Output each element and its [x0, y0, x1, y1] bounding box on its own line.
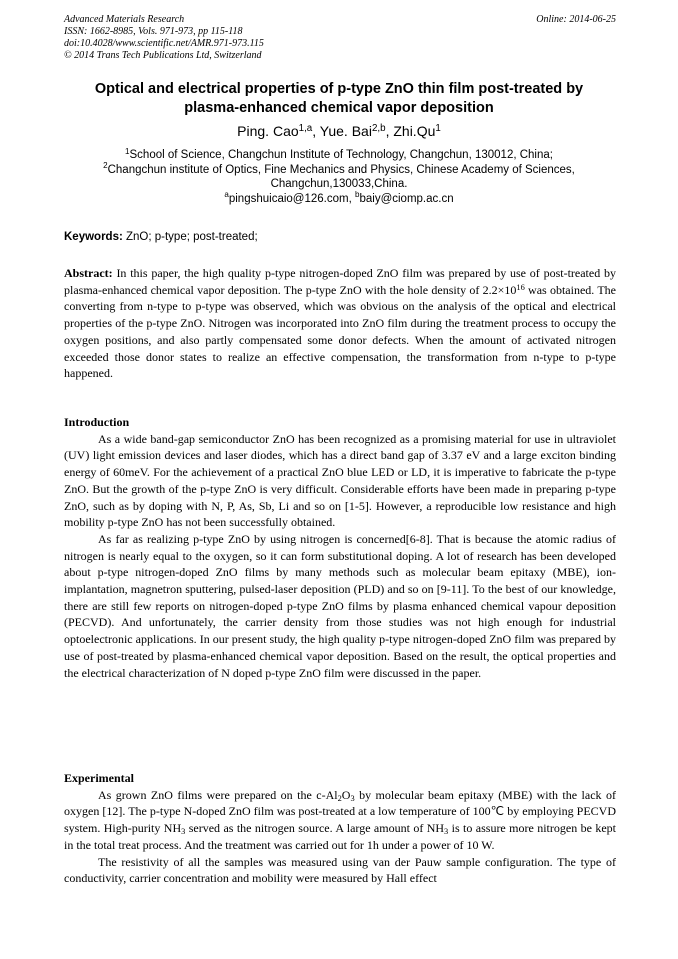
keywords-text: ZnO; p-type; post-treated; [126, 231, 258, 243]
email-link-b[interactable]: baiy@ciomp.ac.cn [359, 192, 454, 205]
introduction-heading: Introduction [64, 415, 130, 429]
abstract-exponent: 16 [516, 282, 525, 292]
author-affiliation-mark: 1,a [298, 123, 313, 135]
author-affiliation-mark: 1 [435, 123, 441, 135]
affiliation-2-continued: Changchun,130033,China. [270, 178, 408, 190]
issn-line: ISSN: 1662-8985, Vols. 971-973, pp 115-118 [64, 26, 243, 37]
introduction-paragraph-1: As a wide band-gap semiconductor ZnO has been recognized as a promising material for use in ultraviolet (UV) light emission devices and laser diodes, which has a direct band gap of 3.37 eV and a large exciton binding energy of 60meV. For the achievement of a practical ZnO blue LED or LD, it is imperative to fabricate the p-type ZnO. But the growth of the p-type ZnO is very difficult. Considerable efforts have been made in preparing p-type ZnO, such as by doping with N, P, As, Sb, Li and so on [1-5]. However, a reproducible low resistance and high mobility p-type ZnO has not been successfully obtained. [64, 431, 616, 530]
author-name: Yue. Bai [319, 123, 372, 139]
online-date: Online: 2014-06-25 [536, 14, 616, 25]
introduction-paragraph-2: As far as realizing p-type ZnO by using nitrogen is concerned[6-8]. That is because the atomic radius of nitrogen is nearly equal to the oxygen, so it can form substitutional doping. A lot of research has been developed about p-type nitrogen-doped ZnO films by many methods such as molecular beam epitaxy (MBE), ion-implantation, magnetron sputtering, pulsed-laser deposition (PLD) and so on [9-11]. To the best of our knowledge, there are still few reports on nitrogen-doped p-type ZnO films by plasma enhanced chemical vapour deposition (PECVD). And unfortunately, the carrier density from those studies was not high enough for industrial optoelectronic applications. In our present study, the high quality p-type nitrogen-doped ZnO film was prepared by use of post-treated by plasma-enhanced chemical vapor deposition. Based on the result, the optical properties and the electrical characterization of N doped p-type ZnO film were discussed in the paper. [64, 531, 616, 680]
experimental-section [64, 770, 616, 887]
email-link-a[interactable]: pingshuicaio@126.com, [228, 192, 352, 205]
author-list: Ping. Cao$^{1,a}$, Yue. Bai$^{2,b}$, Zhi.Qu$^1$ [237, 123, 441, 139]
journal-name: Advanced Materials Research [64, 14, 185, 25]
abstract-text: In this paper, the high quality p-type nitrogen-doped ZnO film was prepared by use of post-treated by plasma-enhanced chemical vapor deposition. The p-type ZnO with the hole density of 2.2×10 [64, 266, 616, 297]
affiliation-1: $^1$School of Science, Changchun Institute of Technology, Changchun, 130012, China; [125, 146, 553, 161]
affiliation-2: $^2$Changchun institute of Optics, Fine Mechanics and Physics, Chinese Academy of Sciences, [103, 161, 575, 176]
affiliations [60, 148, 618, 206]
title-line-2: plasma-enhanced chemical vapor deposition [184, 100, 494, 116]
abstract-label: Abstract: [64, 266, 113, 280]
journal-header [64, 14, 264, 62]
abstract-text-cont: was obtained. The converting from n-type to p-type was observed, which was obvious on the analysis of the optical and electrical properties of the p-type ZnO. Nitrogen was incorporated into ZnO film during the treatment process to occupy the oxygen positions, and also partly compensated some donor defects. When the amount of activated nitrogen exceeded those donor states to realize an effective compensation, the transformation from n-type to p-type happened. [64, 282, 617, 381]
experimental-heading: Experimental [64, 771, 134, 785]
paper-title [60, 80, 618, 118]
keywords [64, 230, 616, 244]
keywords-label: Keywords: [64, 231, 123, 243]
title-line-1: Optical and electrical properties of p-type ZnO thin film post-treated by [94, 81, 584, 97]
copyright-line: © 2014 Trans Tech Publications Ltd, Switzerland [64, 50, 262, 61]
author-affiliation-mark: 2,b [371, 123, 386, 135]
experimental-paragraph-2: The resistivity of all the samples was measured using van der Pauw sample configuration. The type of conductivity, carrier concentration and mobility were measured by Hall effect [64, 854, 616, 886]
author-name: Ping. Cao [237, 123, 299, 139]
introduction-section [64, 414, 616, 681]
doi-line[interactable]: doi:10.4028/www.scientific.net/AMR.971-973.115 [64, 38, 264, 49]
author-emails: $^a$pingshuicaio@126.com, $^b$baiy@ciomp.ac.cn [224, 190, 454, 205]
experimental-paragraph-1: As grown ZnO films were prepared on the $c-Al_2O_3$ by molecular beam epitaxy (MBE) with the lack of oxygen [12]. The p-type N-doped ZnO film was post-treated at a low temperature of 100℃ by employing PECVD system. High-purity $NH_3$ served as the nitrogen source. A large amount of $NH_3$ is to assure more nitrogen be kept in the total treat process. And the treatment was carried out for 1h under a power of 10 W. [64, 787, 616, 852]
abstract [64, 265, 616, 382]
author-name: Zhi.Qu [393, 123, 436, 139]
